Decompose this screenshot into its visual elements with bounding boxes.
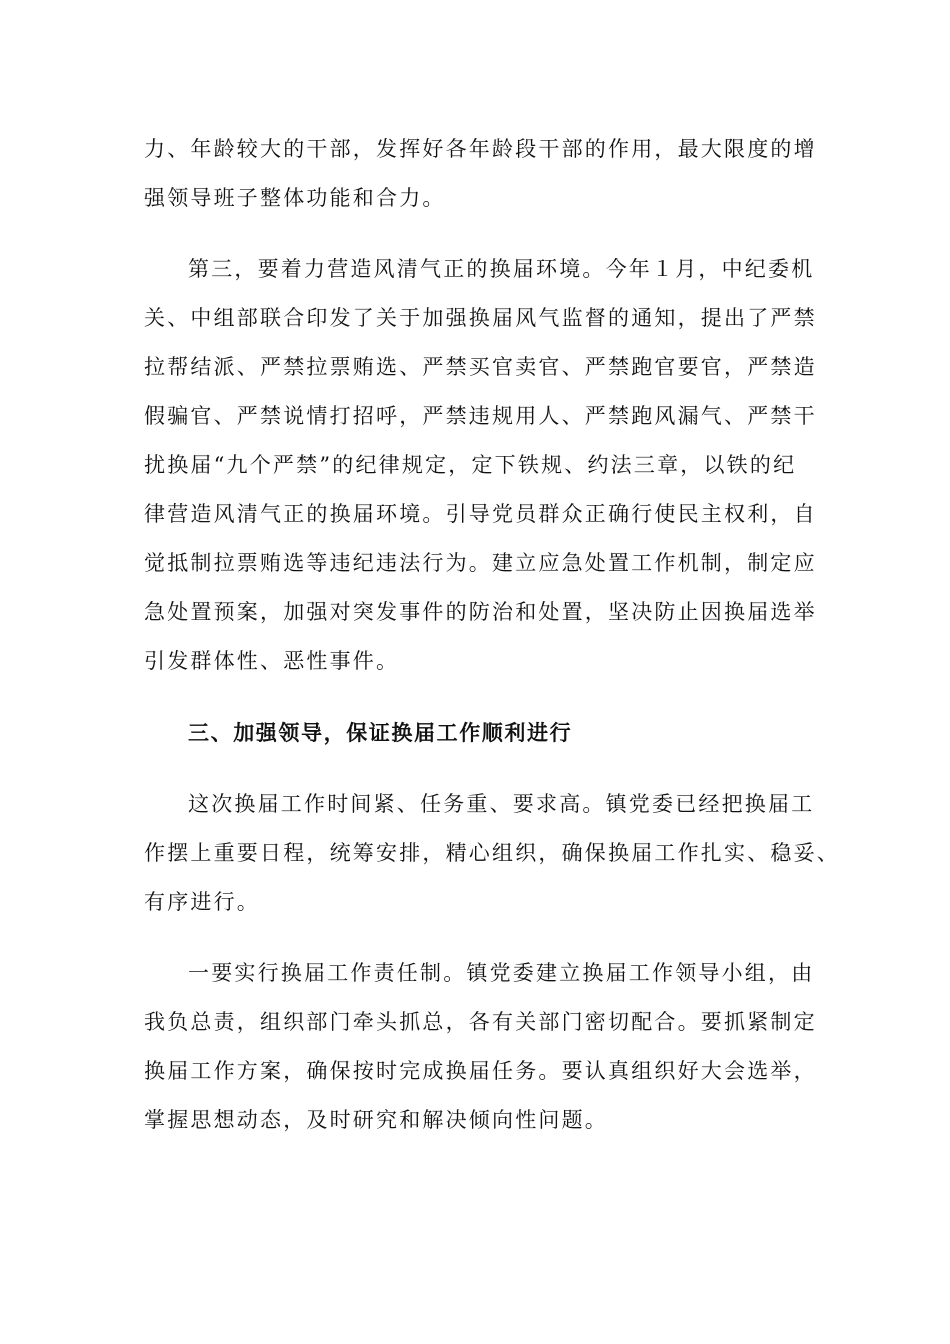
paragraph-2-line-2: 关、中组部联合印发了关于加强换届风气监督的通知，提出了严禁 xyxy=(144,306,817,330)
paragraph-2-line-8: 急处置预案，加强对突发事件的防治和处置，坚决防止因换届选举 xyxy=(144,600,817,624)
paragraph-4-line-3: 换届工作方案，确保按时完成换届任务。要认真组织好大会选举， xyxy=(144,1059,817,1083)
paragraph-1-line-1: 力、年龄较大的干部，发挥好各年龄段干部的作用，最大限度的增 xyxy=(144,137,817,161)
paragraph-2-line-3: 拉帮结派、严禁拉票贿选、严禁买官卖官、严禁跑官要官，严禁造 xyxy=(144,355,817,379)
paragraph-2-line-7: 觉抵制拉票贿选等违纪违法行为。建立应急处置工作机制，制定应 xyxy=(144,551,817,575)
paragraph-3-line-3: 有序进行。 xyxy=(144,890,260,914)
section-heading: 三、加强领导，保证换届工作顺利进行 xyxy=(188,721,573,745)
paragraph-4-line-1: 一要实行换届工作责任制。镇党委建立换届工作领导小组，由 xyxy=(188,961,815,985)
paragraph-2-line-9: 引发群体性、恶性事件。 xyxy=(144,649,400,673)
paragraph-2-line-5: 扰换届“九个严禁”的纪律规定，定下铁规、约法三章，以铁的纪 xyxy=(144,453,797,477)
paragraph-1-line-2: 强领导班子整体功能和合力。 xyxy=(144,186,446,210)
paragraph-4-line-2: 我负总责，组织部门牵头抓总，各有关部门密切配合。要抓紧制定 xyxy=(144,1010,817,1034)
paragraph-3-line-2: 作摆上重要日程，统筹安排，精心组织，确保换届工作扎实、稳妥、 xyxy=(144,841,840,865)
paragraph-4-line-4: 掌握思想动态，及时研究和解决倾向性问题。 xyxy=(144,1108,608,1132)
paragraph-3-line-1: 这次换届工作时间紧、任务重、要求高。镇党委已经把换届工 xyxy=(188,792,815,816)
paragraph-2-line-1: 第三，要着力营造风清气正的换届环境。今年１月，中纪委机 xyxy=(188,257,815,281)
paragraph-2-line-4: 假骗官、严禁说情打招呼，严禁违规用人、严禁跑风漏气、严禁干 xyxy=(144,404,817,428)
paragraph-2-line-6: 律营造风清气正的换届环境。引导党员群众正确行使民主权利，自 xyxy=(144,502,817,526)
